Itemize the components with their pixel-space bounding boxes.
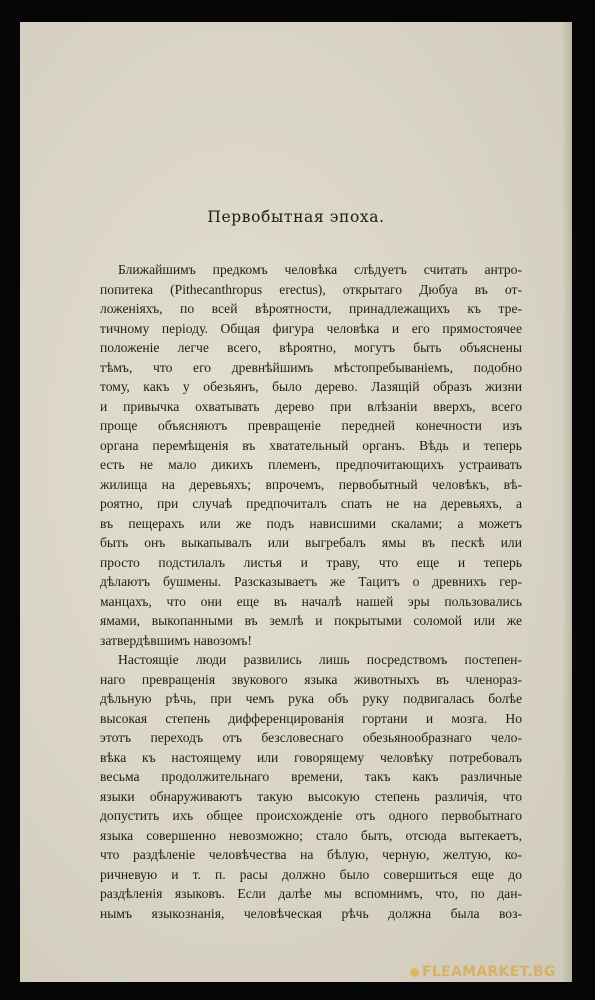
book-page [20,22,572,982]
text-line: вѣка къ настоящему или говорящему человѣку потребовалъ [100,749,522,765]
text-line: дѣлаютъ бушмены. Разсказываетъ же Тацитъ о древнихъ гер- [100,574,522,589]
text-line: языка совершенно невозможно; стало быть, отсюда вытекаетъ, [100,827,522,843]
text-line: Настоящіе люди развились лишь посредствомъ постепен- [118,652,522,667]
text-line: роятно, при случаѣ предпочиталъ спать не на деревьяхъ, а [100,496,522,511]
text-line: что раздѣленіе человѣчества на бѣлую, черную, желтую, ко- [100,847,522,862]
watermark-text: FLEAMARKET.BG [422,964,556,980]
text-line: проще объясняютъ превращеніе передней конечности изъ [100,418,522,433]
paragraph-1 [100,260,522,650]
text-line: Ближайшимъ предкомъ человѣка слѣдуетъ считать антро- [118,262,522,277]
text-line: попитека (Pithecanthropus erectus), открытаго Дюбуа въ от- [100,281,522,297]
page-edge-shadow [562,22,572,982]
text-line: нымъ языкознанія, человѣческая рѣчь должна была воз- [100,905,522,921]
text-line: есть не мало дикихъ племенъ, предпочитающихъ устраивать [100,457,522,472]
watermark-logo-icon [410,968,419,977]
text-line: языки обнаруживаютъ такую высокую степень различія, что [100,788,522,804]
text-line: быть онъ выкапывалъ или выгребалъ ямы въ пескѣ или [100,535,522,550]
text-line: ямами, выкопанными въ землѣ и покрытыми соломой или же [100,613,522,628]
text-line: раздѣленія языковъ. Если далѣе мы вспомнимъ, что, по дан- [100,886,522,901]
text-line: органа перемѣщенія въ хватательный органъ. Вѣдь и теперь [100,437,522,453]
text-line: тѣмъ, что его древнѣйшимъ мѣстопребываніемъ, подобно [100,359,522,375]
text-line: тому, какъ у обезьянъ, было дерево. Лазящій образъ жизни [100,379,522,394]
site-watermark [410,964,556,980]
text-line: наго превращенія звукового языка животныхъ въ членораз- [100,671,522,687]
text-line: ричневую и т. п. расы должно было совершиться еще до [100,866,522,882]
paragraph-2 [100,650,522,923]
text-line: тичному періоду. Общая фигура человѣка и его прямостоячее [100,320,522,336]
text-line: этотъ переходъ отъ безсловеснаго обезьянообразнаго чело- [100,730,522,745]
text-line: положеніе легче всего, вѣроятно, могутъ быть объяснены [100,340,522,355]
text-line: манцахъ, что они еще въ началѣ нашей эры пользовались [100,593,522,609]
text-line: и привычка охватывать дерево при влѣзаніи вверхъ, всего [100,398,522,414]
text-line: высокая степень дифференцированія гортани и мозга. Но [100,710,522,726]
chapter-title: Первобытная эпоха. [207,208,385,226]
text-line: допустить ихъ общее происхожденіе отъ одного первобытнаго [100,808,522,823]
text-line: дѣльную рѣчь, при чемъ рука объ руку подвигалась болѣе [100,691,522,706]
body-text [100,260,522,923]
text-line: жилища на деревьяхъ; впрочемъ, первобытный человѣкъ, вѣ- [100,476,522,492]
text-line: весьма продолжительнаго времени, такъ какъ различные [100,769,522,784]
text-line: просто подстилалъ листья и траву, что еще и теперь [100,554,522,570]
text-line: ложеніяхъ, по всей вѣроятности, принадлежащихъ къ тре- [100,301,522,316]
text-line: въ пещерахъ или же подъ нависшими скалами; а можетъ [100,515,522,531]
text-line: затвердѣвшимъ навозомъ! [100,632,252,648]
